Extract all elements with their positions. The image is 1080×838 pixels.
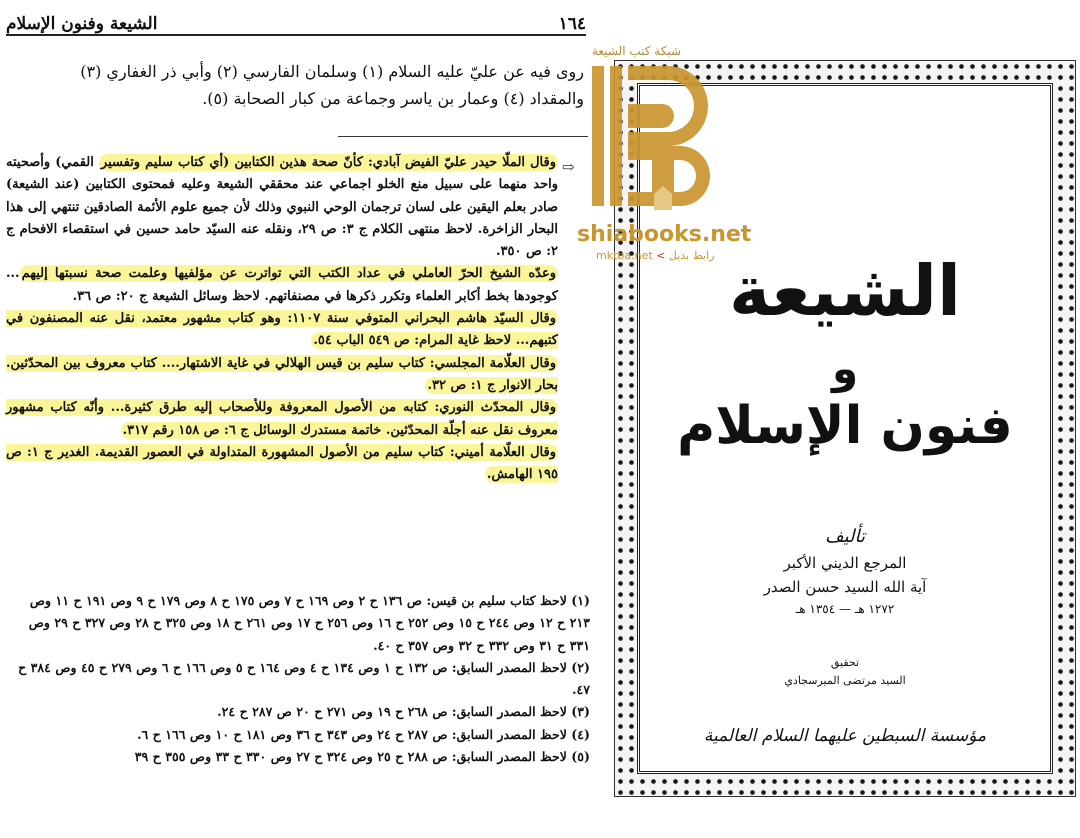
cover-subtitle: فنون الإسلام [677, 396, 1013, 456]
cover-editor-name: السيد مرتضى الميرسجادي [784, 674, 906, 687]
annotation-notes [6, 152, 558, 486]
shiabooks-logo-icon [578, 60, 728, 220]
footnote-2: (٢) لاحظ المصدر السابق: ص ١٣٢ ح ١ وص ١٣٤ ح ٤ وص ١٦٤ ح ٥ وص ١٦٦ ح ٦ وص ٢٧٩ ح ٤٥ وص ٣٨٤ ح ٤٧. [18, 659, 590, 698]
highlighted-text: وقال العلّامة المجلسي: كتاب سليم بن قيس الهلالي في غاية الاشتهار.... كتاب معروف بين المحدّثين. بحار الانوار ج ١: ص ٣٢. [6, 355, 558, 393]
arrow-right-icon: ⇨ [562, 158, 575, 176]
note-paragraph [6, 442, 558, 487]
cover-title: الشيعة [728, 250, 962, 332]
highlighted-text: وقال السيّد هاشم البحراني المتوفي سنة ١١٠٧: وهو كتاب مشهور معتمد، نقل عنه المصنفون في كتبهم... لاحظ غاية المرام: ص ٥٤٩ الباب ٥٤. [6, 311, 558, 349]
highlighted-text: وقال الملّا حيدر عليّ الفيض آبادي: كأنّ صحة هذين الكتابين (أي كتاب سليم وتفسير [100, 155, 556, 170]
cover-author-years: ١٢٧٢ هـ — ١٣٥٤ هـ [795, 602, 895, 616]
page-header [6, 6, 586, 36]
intro-paragraph [8, 58, 584, 112]
intro-line-2: والمقداد (٤) وعمار بن ياسر وجماعة من كبار الصحابة (٥). [202, 89, 584, 108]
running-title: الشيعة وفنون الإسلام [6, 14, 158, 34]
cover-edited-label: تحقيق [830, 656, 860, 669]
cover-by-label: تأليف [824, 526, 866, 547]
cover-author-name: آية الله السيد حسن الصدر [763, 578, 927, 596]
note-text: القمي) وأصحيته واحد منهما على سبيل منع الخلو اجماعي عند محققي الشيعة وعليه فمحتوى الكتابين (عند الشيعة) صادر بعلم اليقين على لسان ترجمان الوحي النبوي وذلك لأن جميع علوم الأئمة الصادقين تنتهي إلى هذا البحار الزاخرة. لاحظ منتهى الكلام ج ٣: ص ٢٩، ونقله عنه السيّد حامد حسين في استقصاء الافحام ج ٢: ص ٣٥٠. [6, 155, 558, 260]
cover-publisher: مؤسسة السبطين عليهما السلام العالمية [703, 726, 987, 746]
note-paragraph [6, 263, 558, 308]
watermark-subdomain: mktba.net [596, 249, 653, 262]
watermark-alt-link: رابط بديل [668, 249, 715, 262]
highlighted-text: وقال العلّامة أميني: كتاب سليم من الأصول المشهورة المتداولة في العصور القديمة. الغدير ج ١: ص ١٩٥ الهامش. [6, 444, 558, 483]
note-paragraph [6, 353, 558, 398]
intro-line-1: روى فيه عن عليّ عليه السلام (١) وسلمان الفارسي (٢) وأبي ذر الغفاري (٣) [80, 62, 584, 81]
watermark-caption: شبكة كتب الشيعة [592, 44, 682, 58]
note-paragraph [6, 397, 558, 442]
cover-conjunction: و [831, 344, 859, 393]
footnote-divider [338, 136, 588, 137]
watermark-arrow: < [656, 249, 666, 262]
watermark-subline [596, 249, 715, 262]
note-paragraph [6, 152, 558, 263]
footnote-4: (٤) لاحظ المصدر السابق: ص ٢٨٧ ح ٢٤ وص ٣٤٣ ح ٣٦ وص ١٨١ ح ١٠ وص ١٦٦ ح ٦. [137, 726, 590, 742]
page-number: ١٦٤ [558, 14, 586, 34]
watermark-site: shiabooks.net [577, 222, 752, 247]
highlighted-text: وقال المحدّث النوري: كتابه من الأصول المعروفة وللأصحاب إليه طرق كثيرة... وأنّه كتاب مشهور معروف نقل عنه أجلّة المحدّثين. خاتمة مستدرك الوسائل ج ٦: ص ١٥٨ رقم ٣١٧. [6, 400, 558, 438]
note-text: ... كوجودها بخط أكابر العلماء وتكرر ذكرها في مصنفاتهم. لاحظ وسائل الشيعة ج ٢٠: ص ٣٦. [6, 266, 558, 304]
cover-author-title: المرجع الديني الأكبر [783, 554, 907, 572]
highlighted-text: وعدّه الشيخ الحرّ العاملي في عداد الكتب التي تواترت عن مؤلفيها وعلمت صحة نسبتها إليهم [21, 266, 556, 282]
footnote-1: (١) لاحظ كتاب سليم بن قيس: ص ١٣٦ ح ٢ وص ١٦٩ ح ٧ وص ١٧٥ ح ٨ وص ١٧٩ ح ٩ وص ١٩١ ح ١١ وص ٢١٣ ح ١٢ وص ٢٤٤ ح ١٥ وص ٢٥٢ ح ١٦ وص ٢٥٦ ح ١٧ وص ٢٦١ ح ١٨ وص ٣٢٥ ح ٢٨ وص ٣٢٧ ح ٢٩ وص ٣٣١ ح ٣١ وص ٣٣٢ ح ٣٢ وص ٣٥٧ ح ٤٠. [28, 593, 590, 653]
footnote-5: (٥) لاحظ المصدر السابق: ص ٢٨٨ ح ٢٥ وص ٣٢٤ ح ٢٧ وص ٣٣٠ ح ٣٣ وص ٣٥٥ ح ٣٩ [134, 749, 590, 765]
footnotes [6, 590, 590, 768]
footnote-3: (٣) لاحظ المصدر السابق: ص ٢٦٨ ح ١٩ وص ٢٧١ ح ٢٠ ص ٢٨٧ ح ٢٤. [217, 704, 590, 720]
note-paragraph [6, 308, 558, 353]
